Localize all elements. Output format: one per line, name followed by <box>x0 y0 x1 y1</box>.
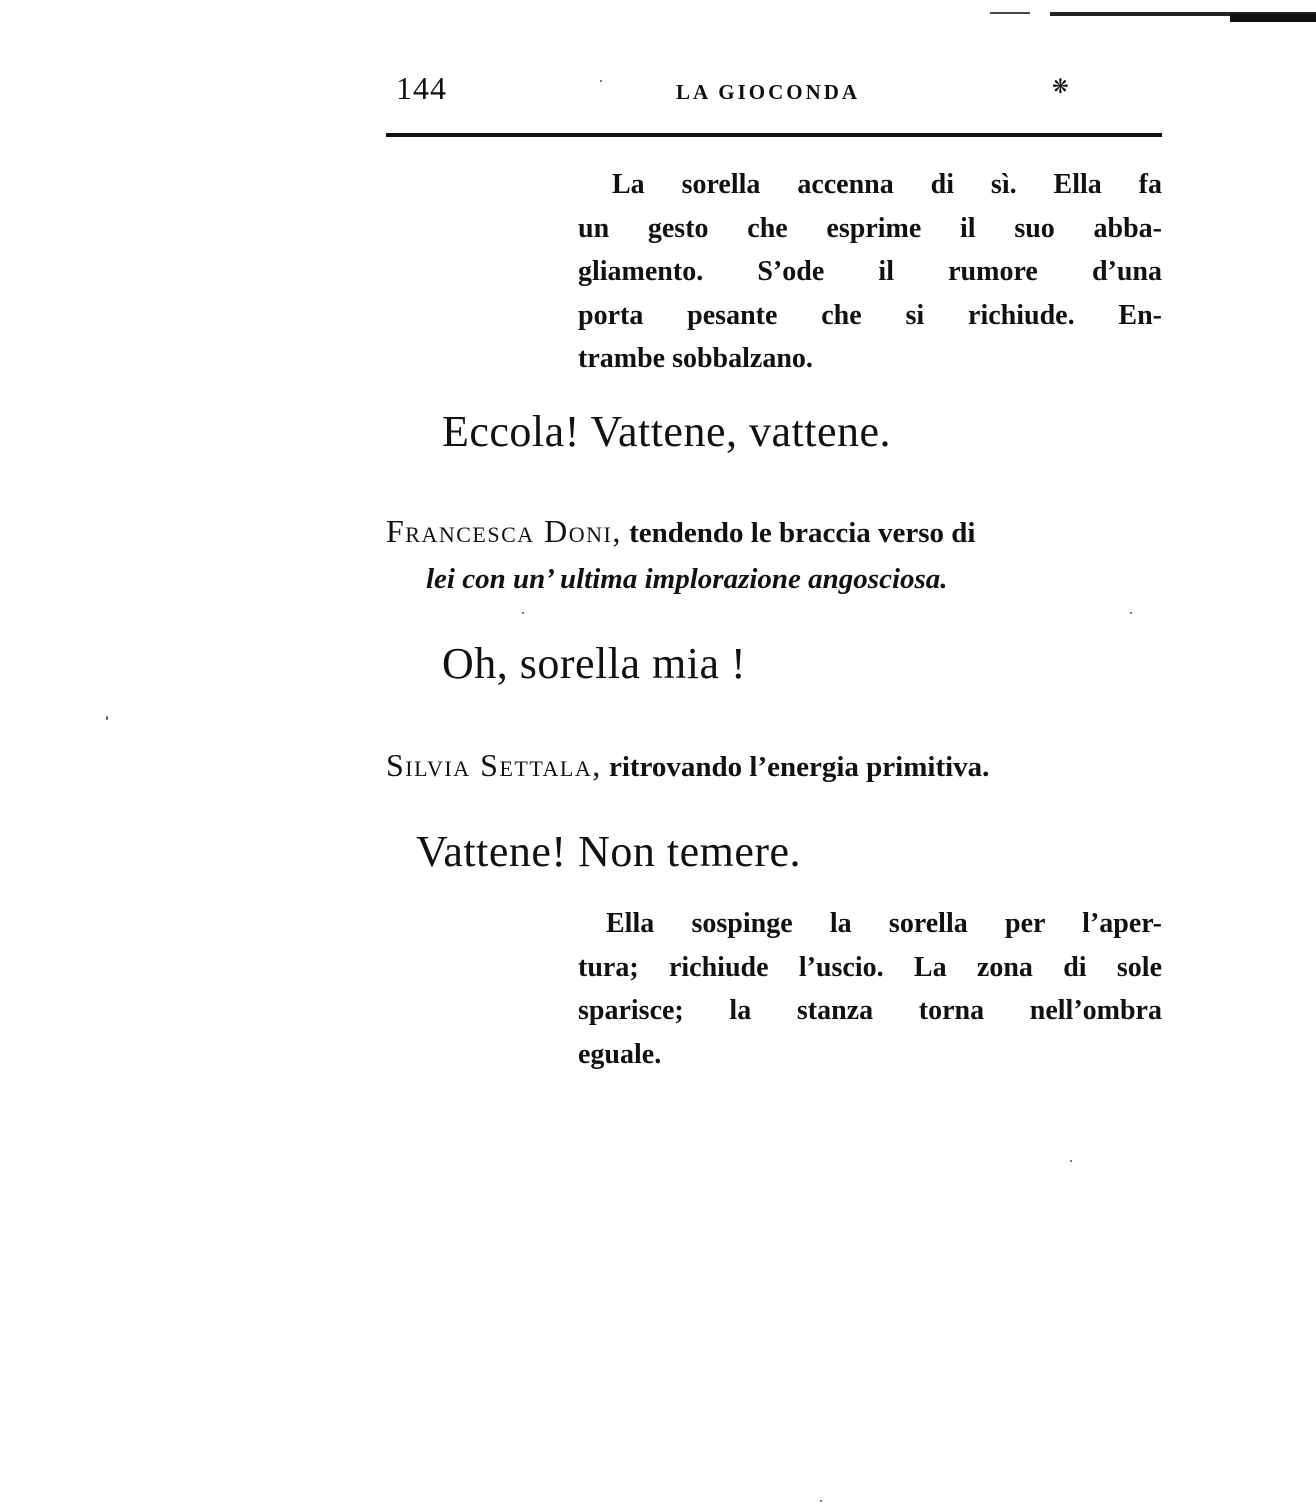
direction-line: sparisce; la stanza torna nell’ombra <box>578 995 1162 1026</box>
scan-edge-mark <box>990 8 1316 22</box>
direction-line: porta pesante che si richiude. En- <box>578 299 1162 331</box>
scan-speck <box>600 80 602 82</box>
stage-direction-2 <box>578 902 1162 1076</box>
direction-line: tura; richiude l’uscio. La zona di sole <box>578 951 1162 983</box>
direction-line: La sorella accenna di sì. Ella fa <box>612 169 1162 200</box>
direction-line: gliamento. S’ode il rumore d’una <box>578 256 1162 287</box>
direction-line: eguale. <box>578 1038 662 1070</box>
speaker-direction-continued: lei con un’ ultima implorazione angosciosa. <box>426 563 948 595</box>
running-title: LA GIOCONDA <box>676 80 861 104</box>
speaker-name: Francesca Doni, <box>386 513 622 549</box>
scan-speck <box>1130 612 1132 614</box>
stage-direction-1 <box>578 163 1162 381</box>
speaker-direction: tendendo le braccia verso di <box>629 517 976 549</box>
speech-line-3: Vattene! Non temere. <box>416 827 802 876</box>
speech-line-1: Eccola! Vattene, vattene. <box>442 407 892 456</box>
speaker-heading-silvia <box>386 742 1162 790</box>
direction-line: Ella sospinge la sorella per l’aper- <box>606 908 1162 939</box>
header-ornament-icon: ❋ <box>1052 76 1069 98</box>
speech-line-2: Oh, sorella mia ! <box>442 639 747 688</box>
scan-speck <box>106 716 108 720</box>
speaker-heading-francesca <box>386 508 1162 602</box>
page-number: 144 <box>396 70 447 106</box>
direction-line: un gesto che esprime il suo abba- <box>578 212 1162 244</box>
scan-speck <box>522 612 524 614</box>
direction-line: trambe sobbalzano. <box>578 343 813 374</box>
scan-speck <box>1070 1160 1072 1162</box>
scan-speck <box>820 1500 822 1502</box>
speaker-direction: ritrovando l’energia primitiva. <box>608 751 990 783</box>
header-rule <box>386 133 1162 137</box>
speaker-name: Silvia Settala, <box>386 747 602 783</box>
